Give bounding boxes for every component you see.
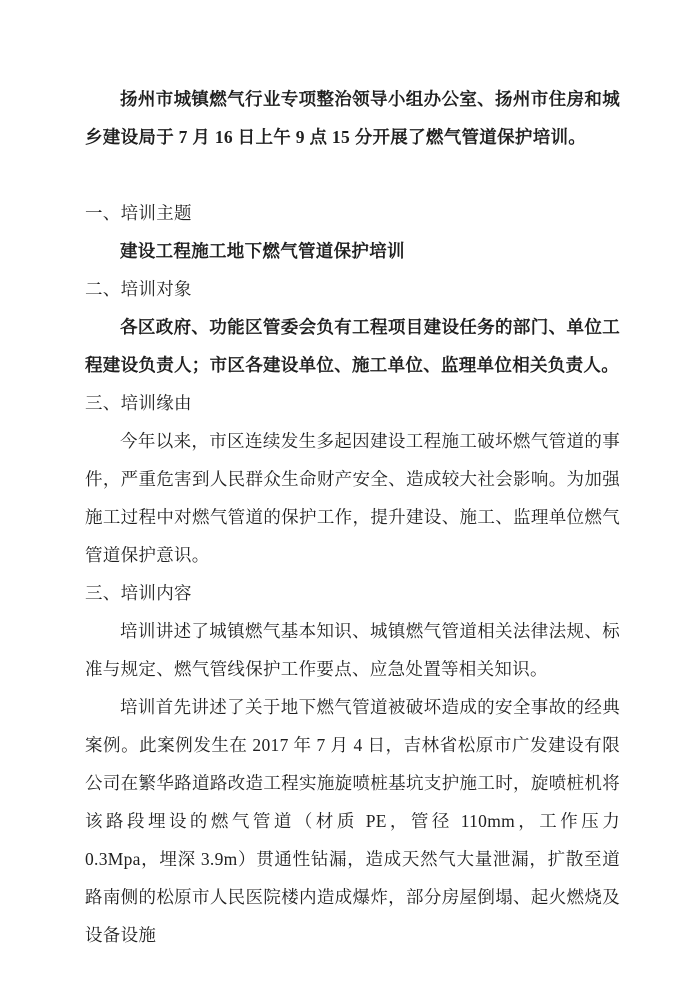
section-4-heading: 三、培训内容 [85, 583, 192, 603]
section-4-body: 培训讲述了城镇燃气基本知识、城镇燃气管道相关法律法规、标准与规定、燃气管线保护工作要点、应急处置等相关知识。 [85, 621, 620, 679]
section-4-case-paragraph: 培训首先讲述了关于地下燃气管道被破坏造成的安全事故的经典案例。此案例发生在 2017 年 7 月 4 日，吉林省松原市广发建设有限公司在繁华路道路改造工程实施旋喷桩基坑支护施工时，旋喷桩机将该路段埋设的燃气管道（材质 PE，管径 110mm，工作压力 0.3Mpa，埋深 3.9m）贯通性钻漏，造成天然气大量泄漏，扩散至道路南侧的松原市人民医院楼内造成爆炸，部分房屋倒塌、起火燃烧及设备设施 [85, 697, 620, 945]
intro-paragraph: 扬州市城镇燃气行业专项整治领导小组办公室、扬州市住房和城乡建设局于 7 月 16 日上午 9 点 15 分开展了燃气管道保护培训。 [85, 89, 620, 147]
section-3-body: 今年以来，市区连续发生多起因建设工程施工破坏燃气管道的事件，严重危害到人民群众生命财产安全、造成较大社会影响。为加强施工过程中对燃气管道的保护工作，提升建设、施工、监理单位燃气管道保护意识。 [85, 431, 620, 565]
section-1-heading: 一、培训主题 [85, 203, 192, 223]
section-3-heading: 三、培训缘由 [85, 393, 192, 413]
section-2-heading: 二、培训对象 [85, 279, 192, 299]
section-1-body: 建设工程施工地下燃气管道保护培训 [120, 241, 405, 261]
blank-line [85, 156, 620, 194]
section-2-body: 各区政府、功能区管委会负有工程项目建设任务的部门、单位工程建设负责人；市区各建设单位、施工单位、监理单位相关负责人。 [85, 317, 620, 375]
document-body [85, 80, 620, 954]
